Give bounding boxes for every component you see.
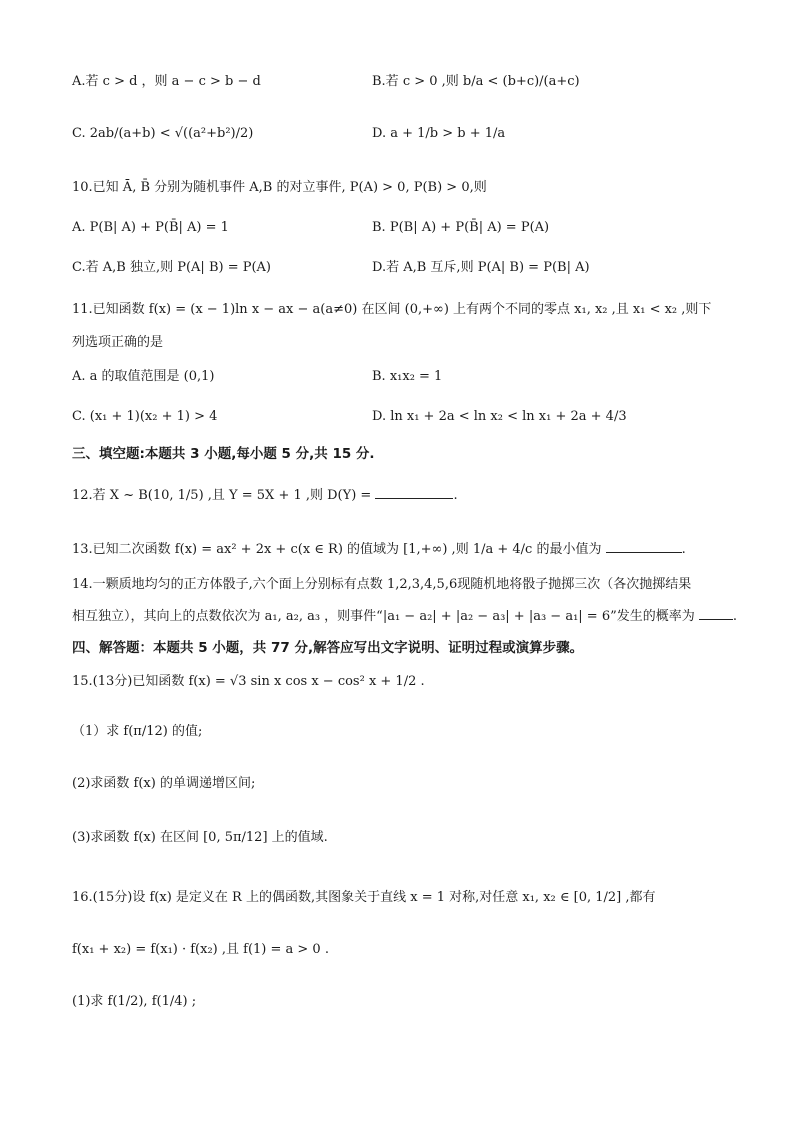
q11-option-a: A. a 的取值范围是 (0,1)	[72, 369, 215, 384]
q12-end: .	[453, 488, 458, 503]
q10-option-d: D.若 A,B 互斥,则 P(A| B) = P(B| A)	[372, 260, 590, 275]
q13-answer-blank[interactable]	[606, 540, 682, 553]
section-4-heading: 四、解答题：本题共 5 小题，共 77 分,解答应写出文字说明、证明过程或演算步骤。	[72, 640, 584, 656]
q11-stem-line1: 11.已知函数 f(x) = (x − 1)ln x − ax − a(a≠0) 在区间 (0,+∞) 上有两个不同的零点 x₁, x₂ ,且 x₁ < x₂ ,则下	[72, 302, 712, 317]
q9-option-c: C. 2ab/(a+b) < √((a²+b²)/2)	[72, 126, 254, 141]
q14-line2-text: 相互独立），其向上的点数依次为 a₁, a₂, a₃ ，则事件“|a₁ − a₂| + |a₂ − a₃| + |a₃ − a₁| = 6”发生的概率为	[72, 609, 695, 624]
q13	[72, 540, 686, 558]
q10-option-c: C.若 A,B 独立,则 P(A| B) = P(A)	[72, 260, 271, 275]
q9-option-a: A.若 c > d ，则 a − c > b − d	[72, 74, 261, 89]
q11-option-c: C. (x₁ + 1)(x₂ + 1) > 4	[72, 409, 218, 424]
q13-end: .	[681, 542, 686, 557]
section-3-heading: 三、填空题:本题共 3 小题,每小题 5 分,共 15 分.	[72, 446, 375, 462]
q11-option-d: D. ln x₁ + 2a < ln x₂ < ln x₁ + 2a + 4/3	[372, 409, 627, 424]
q12-text: 12.若 X ~ B(10, 1/5) ,且 Y = 5X + 1 ,则 D(Y) =	[72, 488, 372, 503]
q12-answer-blank[interactable]	[375, 486, 453, 499]
q16-stem-line1: 16.(15分)设 f(x) 是定义在 R 上的偶函数,其图象关于直线 x = 1 对称,对任意 x₁, x₂ ∈ [0, 1/2] ,都有	[72, 890, 656, 905]
q15-part3: (3)求函数 f(x) 在区间 [0, 5π/12] 上的值域.	[72, 830, 328, 845]
q12	[72, 486, 458, 504]
q16-stem-line2: f(x₁ + x₂) = f(x₁) · f(x₂) ,且 f(1) = a > 0 .	[72, 942, 329, 957]
q14-end: .	[732, 609, 738, 624]
q15-stem: 15.(13分)已知函数 f(x) = √3 sin x cos x − cos² x + 1/2 .	[72, 674, 425, 689]
q10-stem: 10.已知 Ā, B̄ 分别为随机事件 A,B 的对立事件, P(A) > 0, P(B) > 0,则	[72, 180, 487, 195]
q14-answer-blank[interactable]	[699, 607, 733, 620]
q13-text: 13.已知二次函数 f(x) = ax² + 2x + c(x ∈ R) 的值域为 [1,+∞) ,则 1/a + 4/c 的最小值为	[72, 542, 602, 557]
q9-option-d: D. a + 1/b > b + 1/a	[372, 126, 506, 141]
q14-line1: 14.一颗质地均匀的正方体骰子,六个面上分别标有点数 1,2,3,4,5,6现随机地将骰子抛掷三次（各次抛掷结果	[72, 577, 692, 592]
q14-line2	[72, 607, 737, 625]
q10-option-b: B. P(B| A) + P(B̄| A) = P(A)	[372, 220, 550, 235]
q11-stem-line2: 列选项正确的是	[72, 335, 164, 350]
q10-option-a: A. P(B| A) + P(B̄| A) = 1	[72, 220, 229, 235]
q16-part1: (1)求 f(1/2), f(1/4) ;	[72, 994, 197, 1009]
q15-part1: （1）求 f(π/12) 的值;	[72, 724, 203, 739]
q11-option-b: B. x₁x₂ = 1	[372, 369, 443, 384]
q15-part2: (2)求函数 f(x) 的单调递增区间;	[72, 776, 256, 791]
q9-option-b: B.若 c > 0 ,则 b/a < (b+c)/(a+c)	[372, 74, 580, 89]
